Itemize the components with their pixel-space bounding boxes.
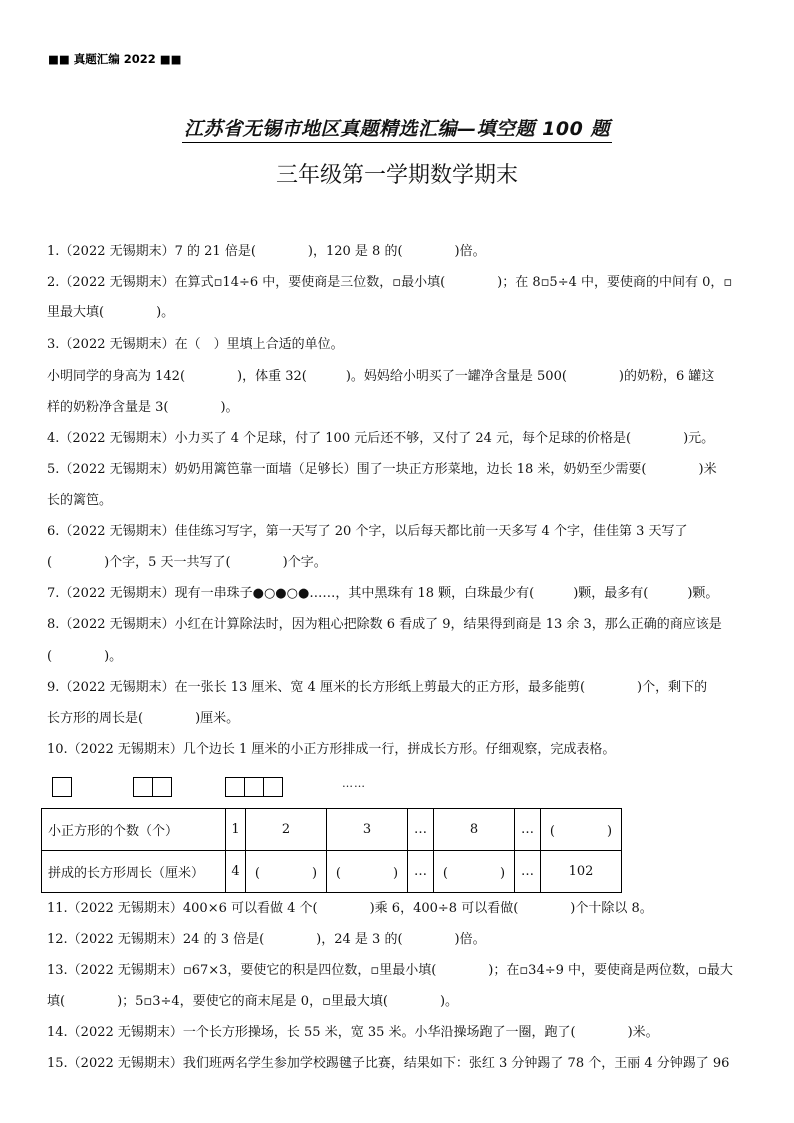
question-8-line-2: ( )。 [47, 649, 123, 664]
table-cell: ( ) [246, 851, 327, 893]
question-8-line-1: 8.（2022 无锡期末）小红在计算除法时，因为粗心把除数 6 看成了 9，结果得到商是 13 余 3，那么正确的商应该是 [47, 617, 722, 632]
question-4: 4.（2022 无锡期末）小力买了 4 个足球，付了 100 元后还不够，又付了 24 元，每个足球的价格是( )元。 [47, 431, 715, 446]
square-group-1 [52, 777, 72, 797]
question-3-line-1: 3.（2022 无锡期末）在（ ）里填上合适的单位。 [47, 337, 344, 352]
question-7: 7.（2022 无锡期末）现有一串珠子●○●○●……，其中黑珠有 18 颗，白珠最少有( )颗，最多有( )颗。 [47, 586, 719, 601]
question-10: 10.（2022 无锡期末）几个边长 1 厘米的小正方形排成一行，拼成长方形。仔细观察，完成表格。 [47, 742, 616, 757]
question-6-line-2: ( )个字，5 天一共写了( )个字。 [47, 555, 327, 570]
question-5-line-1: 5.（2022 无锡期末）奶奶用篱笆靠一面墙（足够长）围了一块正方形菜地，边长 18 米，奶奶至少需要( )米 [47, 462, 717, 477]
table-cell: ( ) [327, 851, 408, 893]
table-row-perimeter [42, 851, 622, 893]
table-cell: … [515, 809, 541, 851]
square-group-3-b [244, 777, 264, 797]
table-cell: 小正方形的个数（个） [42, 809, 226, 851]
table-cell: 102 [541, 851, 622, 893]
question-9-line-2: 长方形的周长是( )厘米。 [47, 711, 240, 726]
table-cell: … [408, 851, 434, 893]
squares-figure [52, 777, 452, 799]
perimeter-table [41, 808, 622, 893]
main-title-text: 江苏省无锡市地区真题精选汇编—填空题 100 题 [182, 118, 612, 143]
main-title [0, 114, 794, 141]
square-group-3-c [263, 777, 283, 797]
table-cell: 2 [246, 809, 327, 851]
question-2-line-1: 2.（2022 无锡期末）在算式▫14÷6 中，要使商是三位数，▫最小填( )；在 8▫5÷4 中，要使商的中间有 0，▫ [47, 275, 733, 290]
question-5-line-2: 长的篱笆。 [47, 493, 113, 508]
squares-ellipsis: …… [342, 777, 366, 790]
question-1: 1.（2022 无锡期末）7 的 21 倍是( )，120 是 8 的( )倍。 [47, 244, 486, 259]
table-cell: … [515, 851, 541, 893]
question-3-line-3: 样的奶粉净含量是 3( )。 [47, 400, 239, 415]
question-2-line-2: 里最大填( )。 [47, 305, 175, 320]
question-9-line-1: 9.（2022 无锡期末）在一张长 13 厘米、宽 4 厘米的长方形纸上剪最大的正方形，最多能剪( )个，剩下的 [47, 680, 708, 695]
question-13-line-1: 13.（2022 无锡期末）▫67×3，要使它的积是四位数，▫里最小填( )；在▫34÷9 中，要使商是两位数，▫最大 [47, 963, 733, 978]
question-13-line-2: 填( )；5▫3÷4，要使它的商末尾是 0，▫里最大填( )。 [47, 994, 459, 1009]
table-row-count [42, 809, 622, 851]
table-cell: 8 [434, 809, 515, 851]
question-12: 12.（2022 无锡期末）24 的 3 倍是( )，24 是 3 的( )倍。 [47, 932, 486, 947]
square-group-2-b [152, 777, 172, 797]
square-group-2-a [133, 777, 153, 797]
square-group-3-a [225, 777, 245, 797]
sub-title: 三年级第一学期数学期末 [275, 163, 518, 188]
table-cell: 1 [226, 809, 246, 851]
question-15: 15.（2022 无锡期末）我们班两名学生参加学校踢毽子比赛，结果如下：张红 3 分钟踢了 78 个，王丽 4 分钟踢了 96 [47, 1056, 730, 1071]
table-cell: ( ) [541, 809, 622, 851]
table-cell: … [408, 809, 434, 851]
table-cell: 4 [226, 851, 246, 893]
table-cell: 3 [327, 809, 408, 851]
question-11: 11.（2022 无锡期末）400×6 可以看做 4 个( )乘 6，400÷8 可以看做( )个十除以 8。 [47, 901, 653, 916]
question-6-line-1: 6.（2022 无锡期末）佳佳练习写字，第一天写了 20 个字，以后每天都比前一天多写 4 个字，佳佳第 3 天写了 [47, 524, 688, 539]
question-14: 14.（2022 无锡期末）一个长方形操场，长 55 米，宽 35 米。小华沿操场跑了一圈，跑了( )米。 [47, 1025, 659, 1040]
question-3-line-2: 小明同学的身高为 142( )，体重 32( )。妈妈给小明买了一罐净含量是 500( )的奶粉，6 罐这 [47, 369, 715, 384]
table-cell: ( ) [434, 851, 515, 893]
table-cell: 拼成的长方形周长（厘米） [42, 851, 226, 893]
collection-header: ■■ 真题汇编 2022 ■■ [48, 52, 182, 66]
